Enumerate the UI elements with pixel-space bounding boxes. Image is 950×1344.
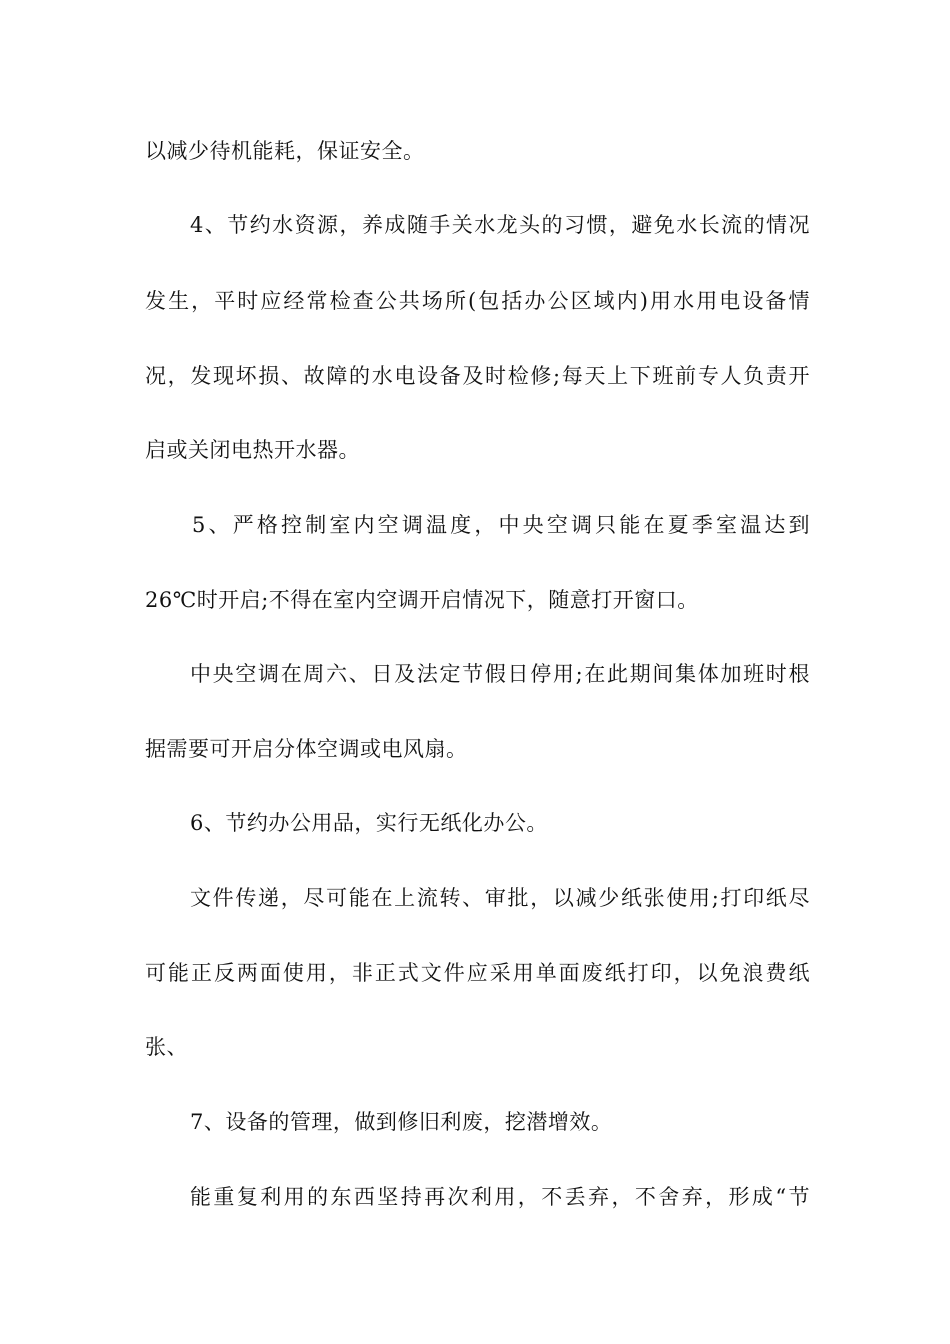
paragraph-line: 发生，平时应经常检查公共场所(包括办公区域内)用水用电设备情	[145, 289, 810, 313]
paragraph-line: 26℃时开启;不得在室内空调开启情况下，随意打开窗口。	[145, 588, 699, 612]
paragraph-line: 5、严格控制室内空调温度，中央空调只能在夏季室温达到	[192, 513, 810, 537]
paragraph-line: 6、节约办公用品，实行无纸化办公。	[190, 811, 548, 835]
paragraph-line: 启或关闭电热开水器。	[145, 438, 360, 462]
paragraph-line: 4、节约水资源，养成随手关水龙头的习惯，避免水长流的情况	[190, 213, 810, 237]
paragraph-line: 中央空调在周六、日及法定节假日停用;在此期间集体加班时根	[190, 662, 810, 686]
paragraph-line: 能重复利用的东西坚持再次利用，不丢弃，不舍弃，形成“节	[190, 1185, 810, 1209]
paragraph-line: 文件传递，尽可能在上流转、审批，以减少纸张使用;打印纸尽	[190, 886, 810, 910]
paragraph-line: 据需要可开启分体空调或电风扇。	[145, 737, 468, 761]
paragraph-line: 张、	[145, 1035, 188, 1059]
paragraph-line: 可能正反两面使用，非正式文件应采用单面废纸打印，以免浪费纸	[145, 961, 810, 985]
paragraph-line: 以减少待机能耗，保证安全。	[145, 139, 425, 163]
paragraph-line: 7、设备的管理，做到修旧利废，挖潜增效。	[190, 1110, 613, 1134]
paragraph-line: 况，发现坏损、故障的水电设备及时检修;每天上下班前专人负责开	[145, 364, 810, 388]
